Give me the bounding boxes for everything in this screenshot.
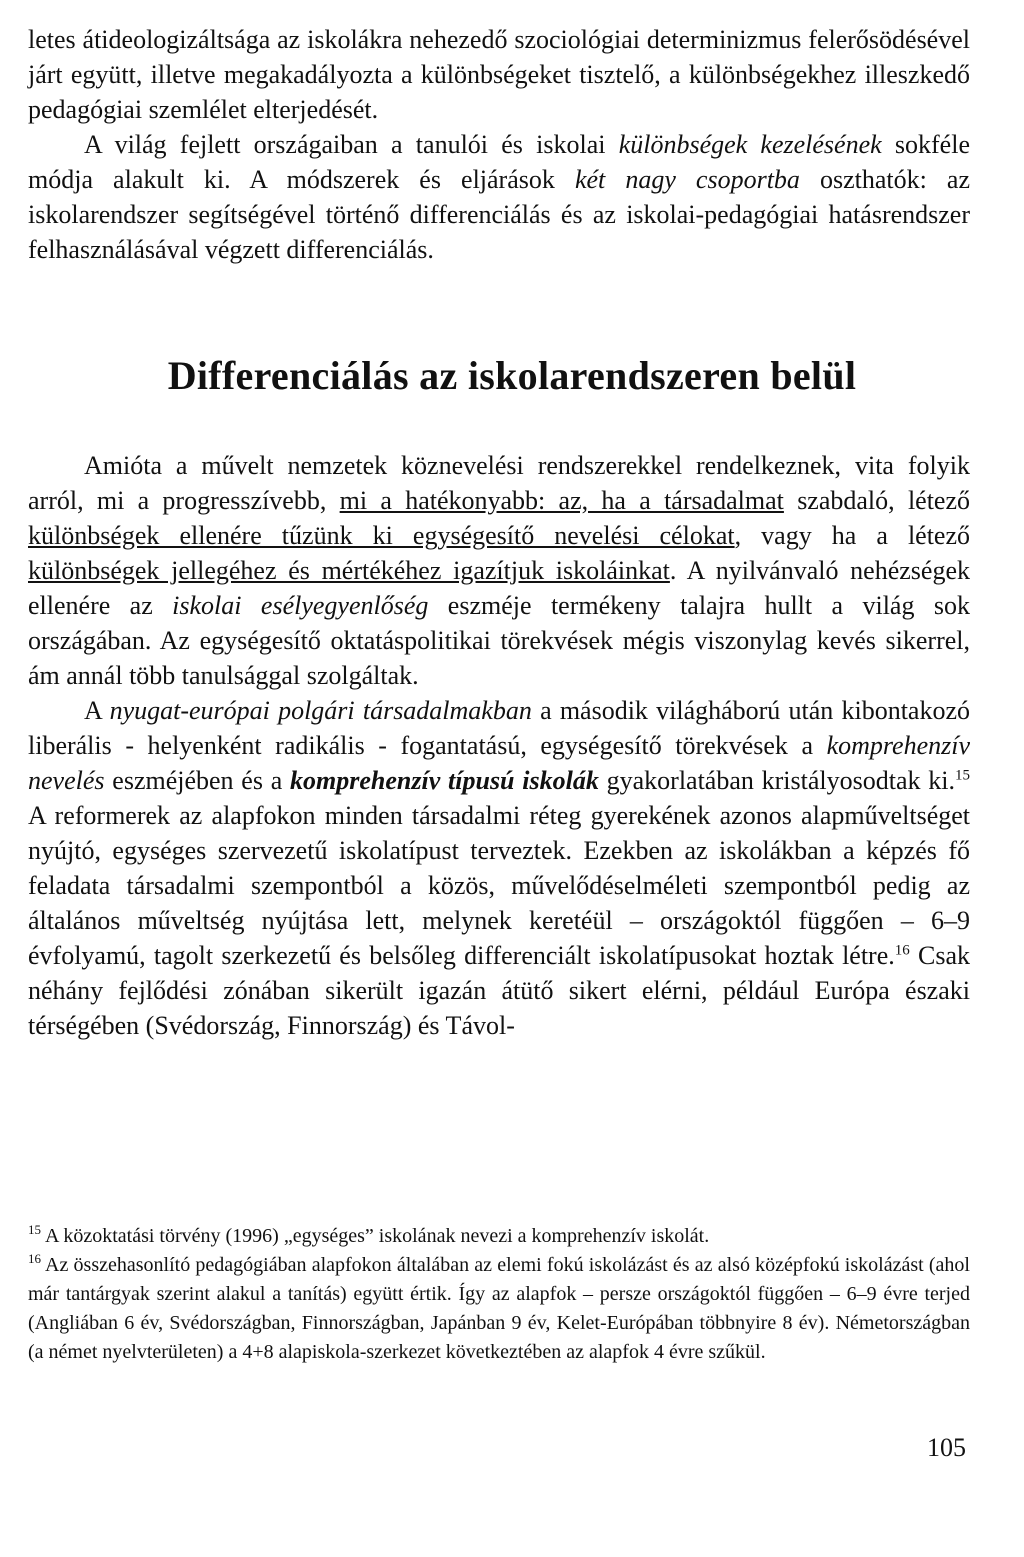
underlined-phrase-2: különbségek ellenére tűzünk ki egységesítő nevelési célokat [28, 521, 735, 550]
underlined-phrase-3: különbségek jellegéhez és mértékéhez igazítjuk iskoláinkat [28, 556, 670, 585]
footnote-15 [28, 1222, 970, 1251]
intro-paragraph-2-part-c: oszthatók: az iskolarendszer segítségével történő differenciálás és az iskolai-pedagógiai hatásrendszer felhasználásával végzett differenciálás. [28, 165, 971, 264]
footnote-ref-15[interactable]: 15 [955, 767, 971, 784]
section-paragraph-2-part-c: eszméjében és a [104, 766, 291, 795]
section-paragraph-2-part-b: a második világháború után kibontakozó liberális - helyenként radikális - fogantatású, egységesítő törekvések a [28, 696, 971, 760]
section-paragraph-1-part-e: eszméje termékeny talajra hullt a világ sok országában. Az egységesítő oktatáspolitikai törekvések mégis viszonylag kevés sikerrel, ám annál több tanulsággal szolgáltak. [28, 591, 970, 690]
footnote-16 [28, 1251, 970, 1367]
intro-paragraph-2-part-b: sokféle módja alakult ki. A módszerek és eljárások [28, 130, 970, 194]
section-paragraph-1-part-b: szabdaló, létező [783, 486, 971, 515]
section-paragraph-1-part-c: , vagy ha a létező [734, 521, 971, 550]
section-paragraph-2-part-d: gyakorlatában kristályosodtak ki. [598, 766, 956, 795]
footnotes [28, 1222, 970, 1367]
footnote-ref-16[interactable]: 16 [894, 942, 910, 959]
intro-paragraph-2 [28, 127, 970, 267]
section-paragraph-2 [28, 693, 970, 1043]
footnote-text: Az összehasonlító pedagógiában alapfokon általában az elemi fokú iskolázást és az alsó középfokú iskolázást (ahol már tantárgyak szerint alakul a tanítás) együtt értik. Így az alapfok – persze országoktól függően – 6–9 évre terjed (Angliában 6 év, Svédországban, Finnországban, Japánban 9 év, Kelet-Európában többnyire 8 év). Németországban (a német nyelvterületen) a 4+8 alapiskola-szerkezet következtében az alapfok 4 évre szűkül. [28, 1254, 970, 1363]
underlined-phrase-1: mi a hatékonyabb: az, ha a társadalmat [339, 486, 784, 515]
section-paragraph-2-part-e: A reformerek az alapfokon minden társadalmi réteg gyerekének azonos alapműveltséget nyújtó, egységes szervezetű iskolatípust terveztek. Ezekben az iskolákban a képzés fő feladata társadalmi szempontból a közös, művelődéselméleti szempontból pedig az általános műveltség nyújtása lett, melynek keretéül – országoktól függően – 6–9 évfolyamú, tagolt szerkezetű és belsőleg differenciált iskolatípusokat hoztak létre. [28, 801, 970, 970]
emphasis-nyugat-europai: nyugat-európai polgári társadalmakban [109, 696, 532, 725]
footnote-number: 15 [28, 1222, 41, 1238]
section-paragraph-1-part-a: Amióta a művelt nemzetek köznevelési rendszerekkel rendelkeznek, vita folyik arról, mi a progresszívebb, [28, 451, 970, 515]
emphasis-ket-nagy-csoportba: két nagy csoportba [574, 165, 800, 194]
intro-paragraph-2-part-a: A világ fejlett országaiban a tanulói és iskolai [84, 130, 619, 159]
section-paragraph-1 [28, 448, 970, 693]
intro-paragraph-1-text: letes átideologizáltsága az iskolákra nehezedő szociológiai determinizmus felerősödésével járt együtt, illetve megakadályozta a különbségeket tisztelő, a különbségekhez illeszkedő pedagógiai szemlélet elterjedését. [28, 25, 970, 124]
emphasis-iskolai-eselyegyenloseg: iskolai esélyegyenlőség [172, 591, 429, 620]
section-heading: Differenciálás az iskolarendszeren belül [167, 353, 857, 398]
footnote-number: 16 [28, 1251, 41, 1267]
emphasis-kulonbsegek-kezelesenek: különbségek kezelésének [618, 130, 882, 159]
section-paragraph-2-part-f: Csak néhány fejlődési zónában sikerült igazán átütő sikert elérni, például Európa északi térségében (Svédország, Finnország) és Távol- [28, 941, 970, 1040]
intro-paragraph-1 [28, 22, 970, 127]
strong-komprehenziv-iskolak: komprehenzív típusú iskolák [290, 766, 599, 795]
page-number: 105 [927, 1433, 966, 1462]
intro-text [28, 22, 970, 267]
emphasis-komprehenziv-neveles: komprehenzív nevelés [28, 731, 970, 795]
section-paragraph-1-part-d: . A nyilvánvaló nehézségek ellenére az [28, 556, 970, 620]
section-paragraph-2-part-a: A [84, 696, 110, 725]
section-body [28, 448, 970, 1043]
footnote-text: A közoktatási törvény (1996) „egységes” iskolának nevezi a komprehenzív iskolát. [45, 1225, 710, 1247]
